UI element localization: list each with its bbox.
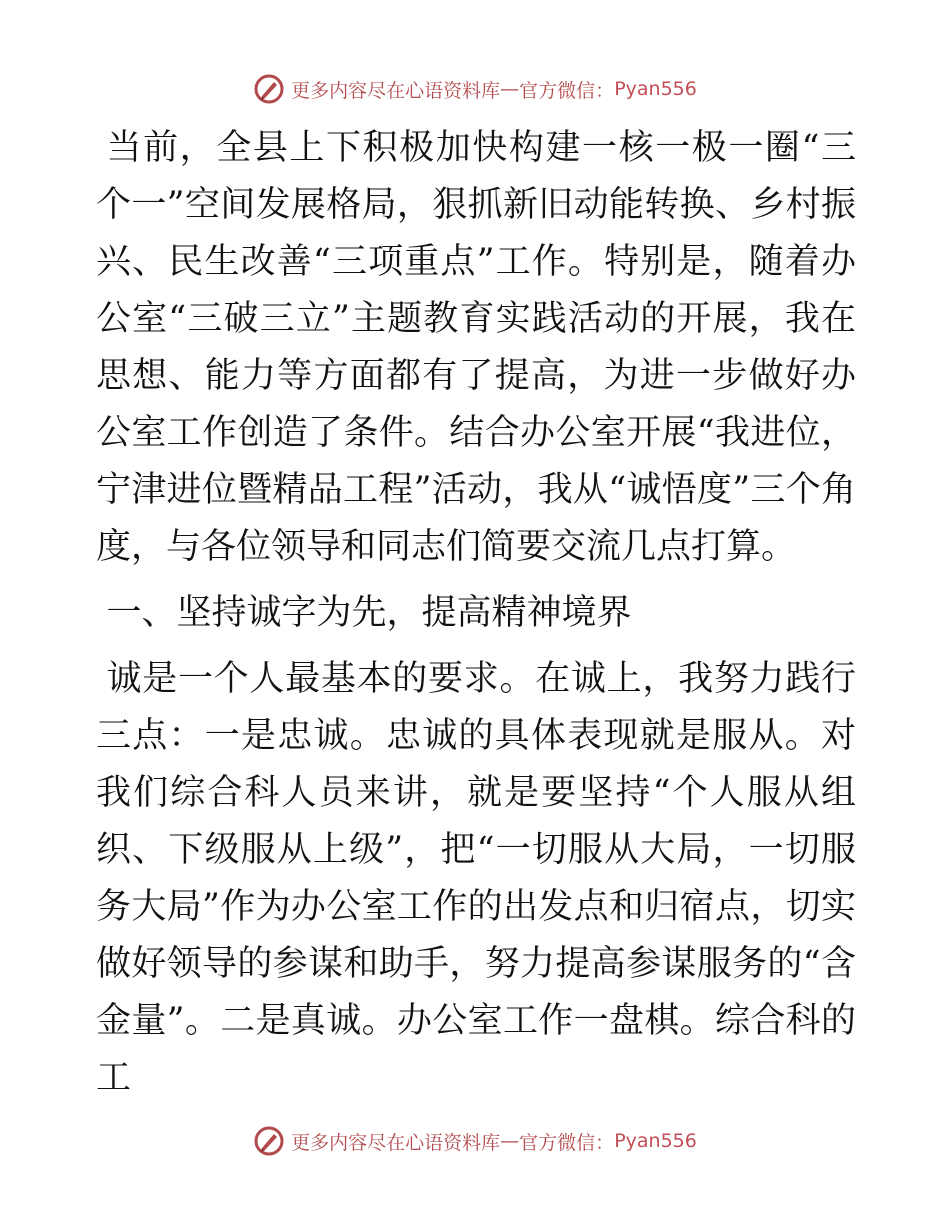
- footer-banner: [0, 1124, 950, 1158]
- banner-contact-label: 官方微信：: [519, 79, 615, 102]
- paragraph-sincerity: 诚是一个人最基本的要求。在诚上，我努力践行三点：一是忠诚。忠诚的具体表现就是服从。对我们综合科人员来讲，就是要坚持“个人服从组织、下级服从上级”，把“一切服从大局，一切服务大局”作为办公室工作的出发点和归宿点，切实做好领导的参谋和助手，努力提高参谋服务的“含金量”。二是真诚。办公室工作一盘棋。综合科的工: [96, 659, 856, 1098]
- banner-contact-label: 官方微信：: [519, 1131, 615, 1154]
- section-heading: 一、坚持诚字为先，提高精神境界: [106, 593, 632, 633]
- banner-wechat-id: Pyan556: [614, 78, 697, 100]
- document-body: [96, 120, 856, 1107]
- banner-text: 更多内容尽在心语资料库: [291, 79, 501, 102]
- banner-separator: —: [500, 78, 520, 100]
- header-banner: [0, 72, 950, 106]
- banner-wechat-id: Pyan556: [614, 1130, 697, 1152]
- banner-text: 更多内容尽在心语资料库: [291, 1131, 501, 1154]
- banner-separator: —: [500, 1130, 520, 1152]
- red-pen-circle-icon: [253, 73, 285, 105]
- paragraph-intro: 当前，全县上下积极加快构建一核一极一圈“三个一”空间发展格局，狠抓新旧动能转换、乡村振兴、民生改善“三项重点”工作。特别是，随着办公室“三破三立”主题教育实践活动的开展，我在思想、能力等方面都有了提高，为进一步做好办公室工作创造了条件。结合办公室开展“我进位，宁津进位暨精品工程”活动，我从“诚悟度”三个角度，与各位领导和同志们简要交流几点打算。: [96, 128, 856, 567]
- red-pen-circle-icon: [253, 1125, 285, 1157]
